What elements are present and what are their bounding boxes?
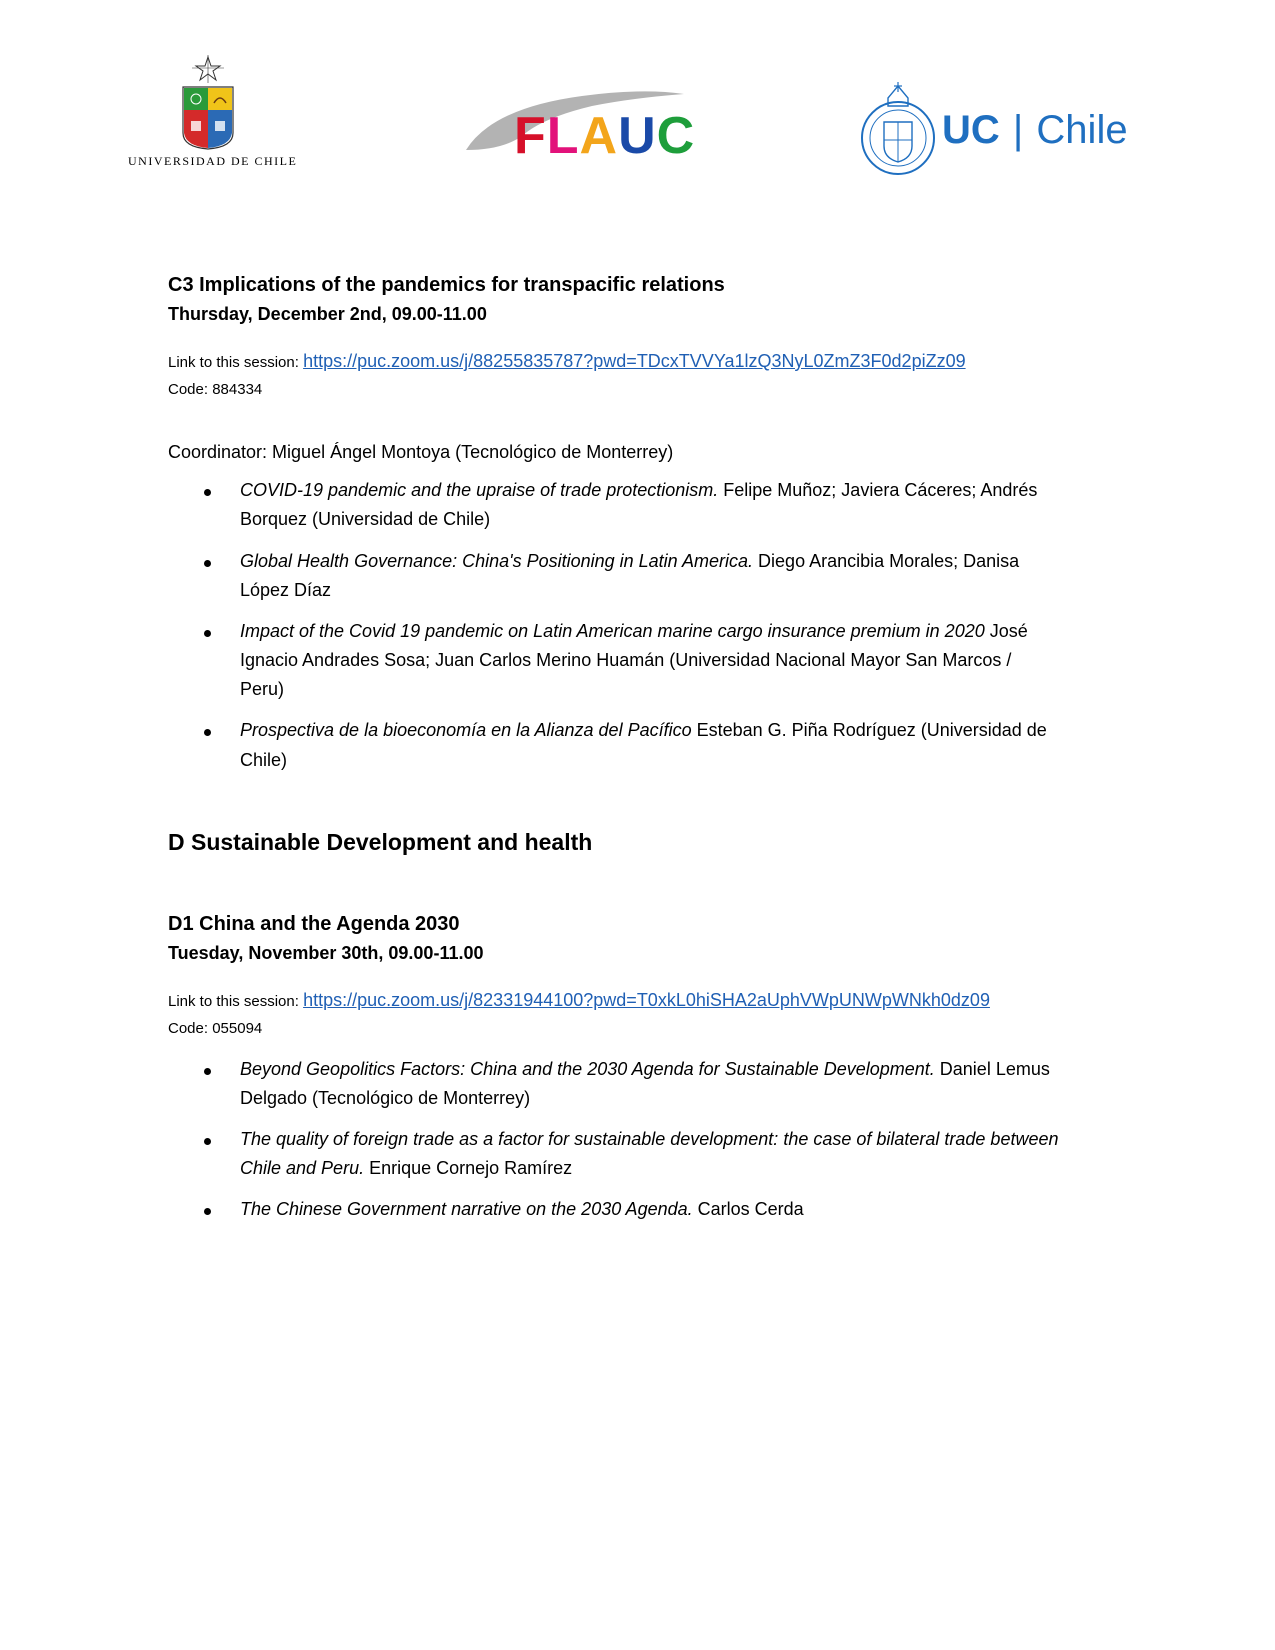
flauc-wordmark (514, 107, 696, 165)
uc-wordmark-chile: Chile (1036, 108, 1128, 152)
bullet-icon (204, 560, 211, 567)
universidad-de-chile-logo (128, 55, 298, 175)
session-date: Tuesday, November 30th, 09.00-11.00 (168, 943, 484, 964)
bullet-icon (204, 1138, 211, 1145)
paper-item (168, 547, 1060, 605)
bullet-icon (204, 1208, 211, 1215)
paper-authors: Carlos Cerda (692, 1199, 804, 1220)
paper-item (168, 1055, 1060, 1113)
session-link[interactable]: https://puc.zoom.us/j/82331944100?pwd=T0xkL0hiSHA2aUphVWpUNWpWNkh0dz09 (303, 990, 990, 1011)
paper-authors: José Ignacio Andrades Sosa; Juan Carlos Merino Huamán (Universidad Nacional Mayor San Marcos / Peru) (240, 620, 1028, 700)
flauc-letter-a: A (579, 107, 619, 165)
paper-title: The Chinese Government narrative on the 2030 Agenda. (240, 1199, 693, 1220)
bullet-icon (204, 489, 211, 496)
session-c3 (168, 270, 1068, 775)
uc-seal-icon (858, 78, 938, 178)
flauc-letter-u: U (618, 107, 657, 165)
flauc-logo (462, 88, 696, 168)
flauc-letter-c: C (656, 107, 696, 165)
universidad-de-chile-caption: UNIVERSIDAD DE CHILE (128, 154, 298, 168)
session-title: C3 Implications of the pandemics for transpacific relations (168, 274, 725, 296)
session-title: D1 China and the Agenda 2030 (168, 913, 460, 936)
paper-title: Prospectiva de la bioeconomía en la Alianza del Pacífico (240, 720, 692, 741)
flauc-letter-f: F (514, 107, 547, 165)
paper-title: Global Health Governance: China's Positioning in Latin America. (240, 550, 754, 571)
bullet-icon (204, 729, 211, 736)
bullet-icon (204, 630, 211, 637)
paper-authors: Enrique Cornejo Ramírez (364, 1158, 573, 1179)
paper-list (168, 476, 1068, 774)
paper-authors: Diego Arancibia Morales; Danisa López Díaz (240, 550, 1020, 600)
paper-item (168, 617, 1060, 704)
shield-icon (178, 55, 238, 150)
bullet-icon (204, 1068, 211, 1075)
session-link[interactable]: https://puc.zoom.us/j/88255835787?pwd=TDcxTVVYa1lzQ3NyL0ZmZ3F0d2piZz09 (303, 351, 966, 371)
paper-item (168, 1125, 1060, 1183)
paper-title: Impact of the Covid 19 pandemic on Latin American marine cargo insurance premium in 2020 (240, 620, 985, 641)
flauc-letter-l: L (546, 107, 580, 165)
uc-chile-wordmark (942, 110, 1128, 150)
uc-wordmark-divider: | (1012, 108, 1024, 152)
uc-wordmark-uc: UC (942, 108, 1000, 152)
session-code: Code: 055094 (168, 1019, 263, 1037)
uc-chile-logo (858, 78, 1128, 178)
paper-title: The quality of foreign trade as a factor for sustainable development: the case of bilateral trade between Chile and Peru. (240, 1129, 1059, 1179)
paper-item (168, 716, 1060, 774)
paper-item (168, 1195, 1060, 1224)
paper-list (168, 1055, 1068, 1225)
session-link-label: Link to this session: (168, 354, 304, 371)
session-date: Thursday, December 2nd, 09.00-11.00 (168, 304, 487, 324)
paper-authors: Esteban G. Piña Rodríguez (Universidad de Chile) (240, 720, 1047, 770)
paper-title: Beyond Geopolitics Factors: China and the 2030 Agenda for Sustainable Development. (240, 1058, 935, 1079)
paper-title: COVID-19 pandemic and the upraise of trade protectionism. (240, 480, 719, 501)
session-link-line (168, 346, 1068, 378)
session-link-label: Link to this session: (168, 993, 304, 1011)
session-code: Code: 884334 (168, 380, 263, 398)
session-coordinator: Coordinator: Miguel Ángel Montoya (Tecnológico de Monterrey) (168, 441, 674, 462)
paper-authors: Felipe Muñoz; Javiera Cáceres; Andrés Borquez (Universidad de Chile) (240, 480, 1038, 530)
session-d1 (168, 909, 1068, 1224)
session-link-line (168, 985, 1068, 1017)
section-heading: D Sustainable Development and health (168, 828, 593, 855)
paper-item (168, 476, 1060, 534)
document-body (168, 270, 1068, 1236)
paper-authors: Daniel Lemus Delgado (Tecnológico de Monterrey) (240, 1058, 1050, 1108)
